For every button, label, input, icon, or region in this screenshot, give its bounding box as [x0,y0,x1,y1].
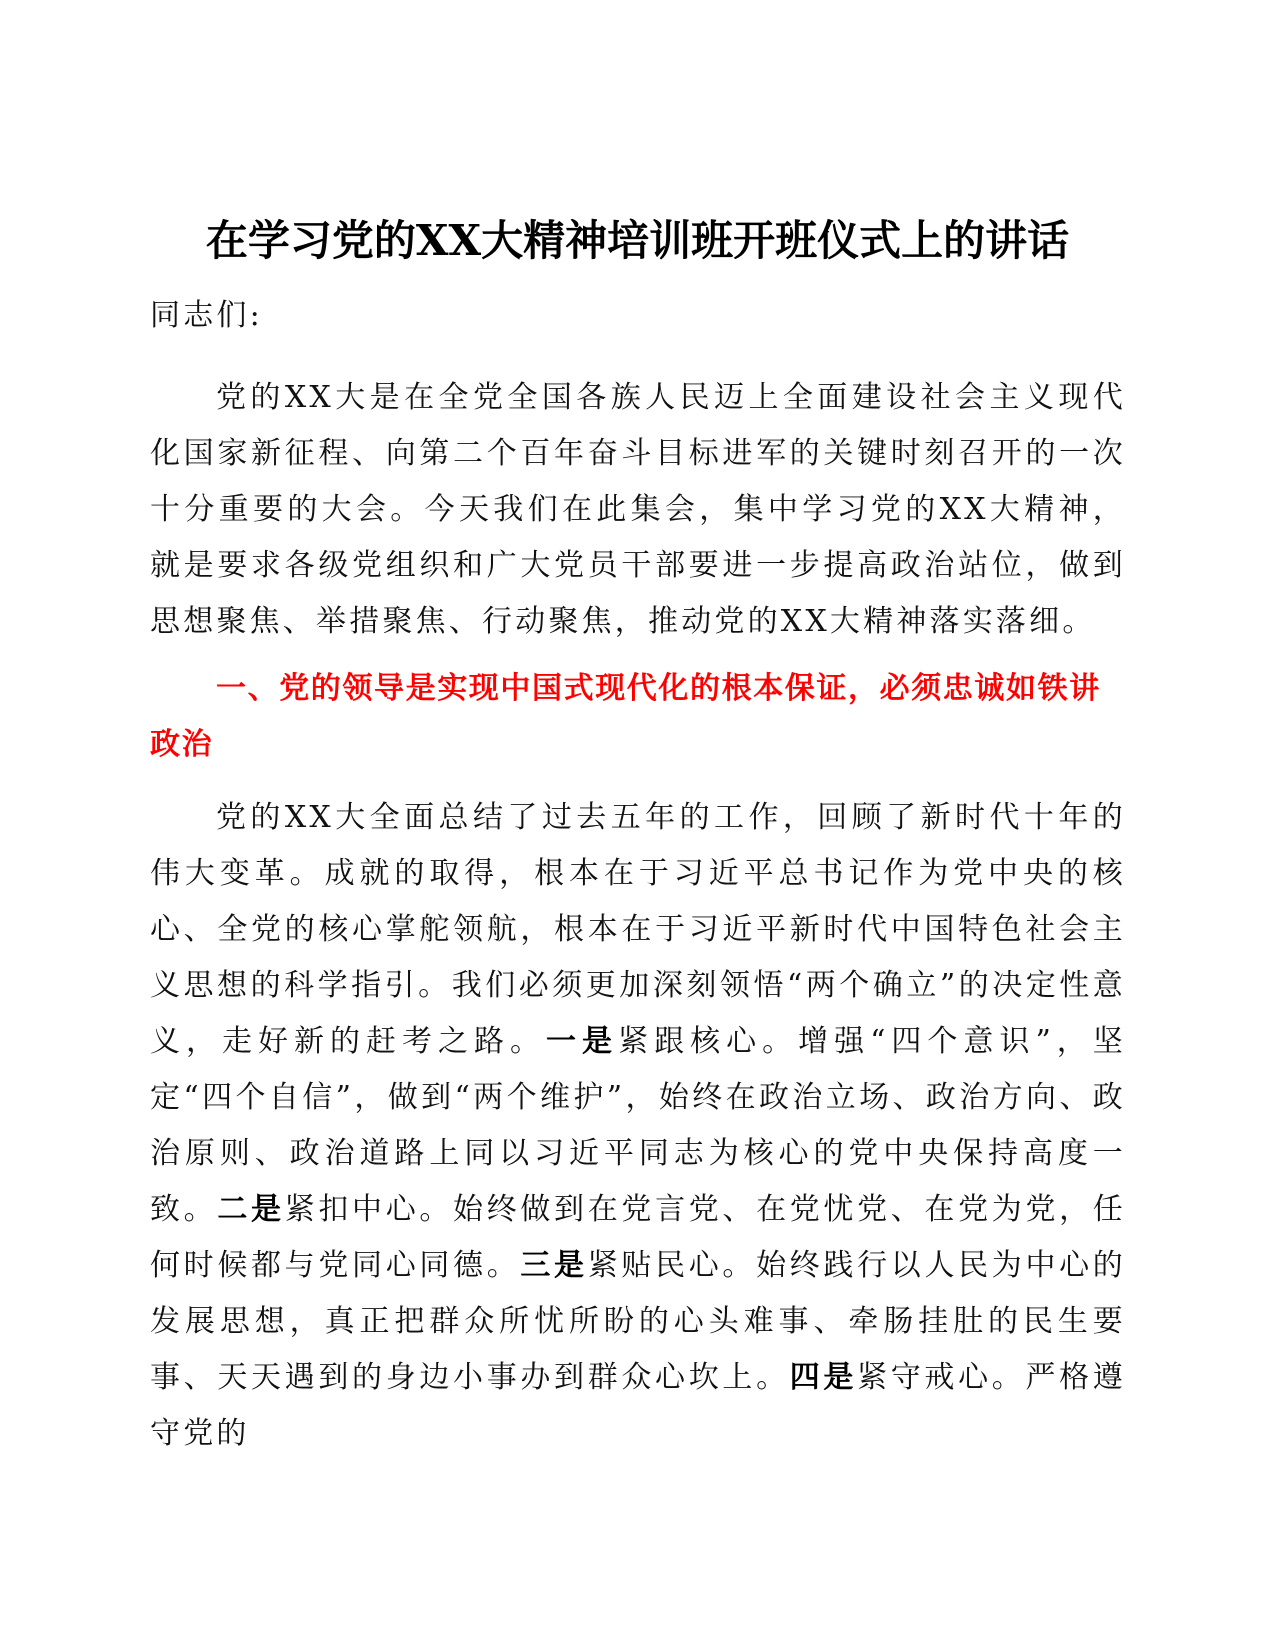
document-title: 在学习党的XX大精神培训班开班仪式上的讲话 [205,216,1070,266]
point-text-1: 紧跟核心。增强“四个意识”，坚定“四个自信”，做到“两个维护”，始终在政治立场、政治方向、政治原则、政治道路上同以习近平同志为核心的党中央保持高度一致。 [150,1024,1126,1227]
section-1-paragraph [150,790,1126,1462]
paragraph-text: 党的XX大全面总结了过去五年的工作，回顾了新时代十年的伟大变革。成就的取得，根本在于习近平总书记作为党中央的核心、全党的核心掌舵领航，根本在于习近平新时代中国特色社会主义思想的科学指引。我们必须更加深刻领悟“两个确立”的决定性意义，走好新的赶考之路。 [150,800,1126,1059]
point-text-4: 紧守戒心。严格遵守党的 [150,1360,1126,1451]
point-lead-3: 三是 [520,1248,588,1283]
point-lead-4: 四是 [789,1360,858,1395]
point-lead-2: 二是 [217,1192,285,1227]
section-heading-1: 一、党的领导是实现中国式现代化的根本保证，必须忠诚如铁讲政治 [150,671,1101,762]
intro-paragraph: 党的XX大是在全党全国各族人民迈上全面建设社会主义现代化国家新征程、向第二个百年奋斗目标进军的关键时刻召开的一次十分重要的大会。今天我们在此集会，集中学习党的XX大精神，就是要求各级党组织和广大党员干部要进一步提高政治站位，做到思想聚焦、举措聚焦、行动聚焦，推动党的XX大精神落实落细。 [150,380,1126,639]
point-text-3: 紧贴民心。始终践行以人民为中心的发展思想，真正把群众所忧所盼的心头难事、牵肠挂肚的民生要事、天天遇到的身边小事办到群众心坎上。 [150,1248,1126,1395]
point-lead-1: 一是 [546,1024,619,1059]
point-text-2: 紧扣中心。始终做到在党言党、在党忧党、在党为党，任何时候都与党同心同德。 [150,1192,1126,1283]
salutation: 同志们: [150,298,263,333]
